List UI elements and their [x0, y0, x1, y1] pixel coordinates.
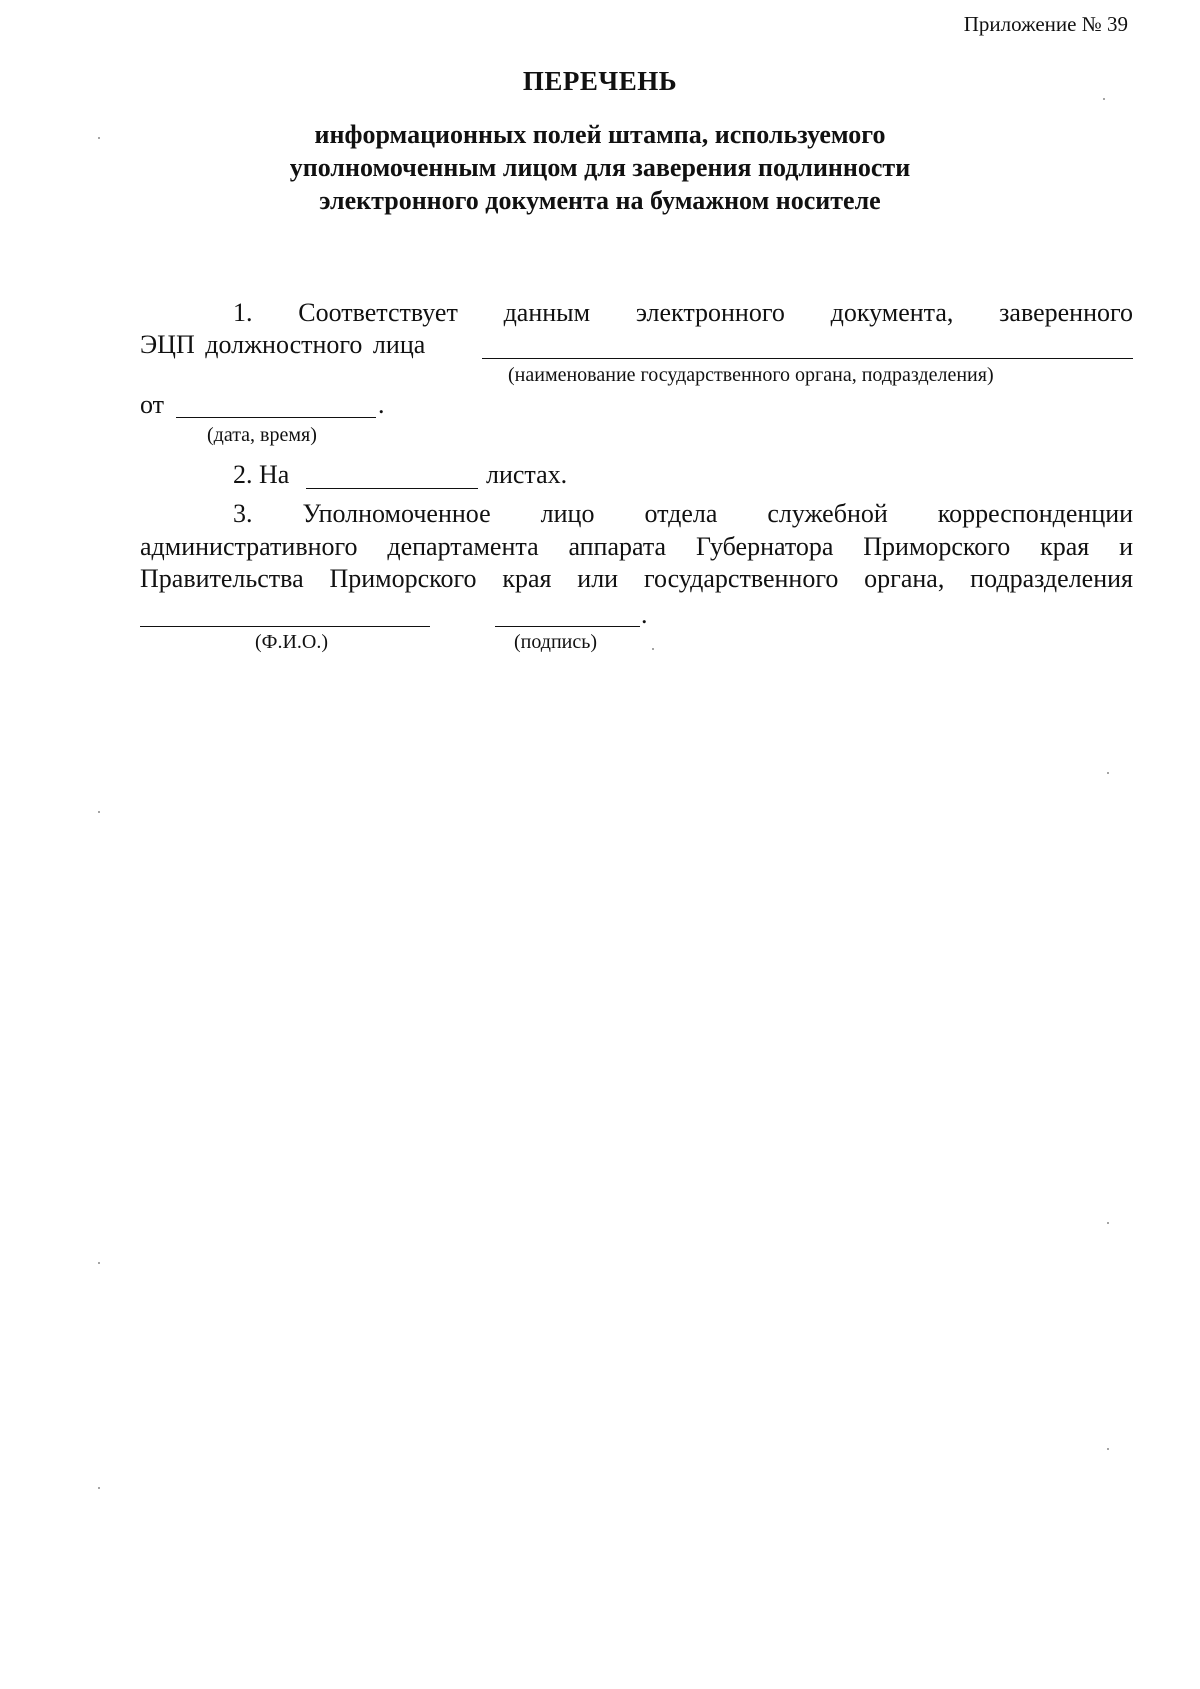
sheets-count-field[interactable]	[306, 487, 478, 489]
authority-name-caption: (наименование государственного органа, подразделения)	[508, 364, 994, 386]
document-subtitle	[0, 118, 1200, 217]
item3-word: корреспонденции	[937, 499, 1134, 528]
scan-speck	[98, 137, 100, 139]
item1-word: заверенного	[999, 298, 1134, 327]
item1-word: 1. Соответствует	[233, 298, 458, 327]
item1-line2-prefix: ЭЦП должностного лица	[140, 330, 426, 359]
scan-speck	[1107, 772, 1109, 774]
appendix-label: Приложение № 39	[963, 12, 1128, 36]
item3-line1	[233, 499, 1133, 529]
item3-line3: Правительства Приморского края или государственного органа, подразделения	[140, 564, 1133, 593]
scan-speck	[98, 1262, 100, 1264]
date-suffix: .	[378, 390, 385, 419]
signature-caption: (подпись)	[514, 631, 598, 653]
scan-speck	[1107, 1222, 1109, 1224]
item3-line2: административного департамента аппарата Губернатора Приморского края и	[140, 532, 1133, 561]
subtitle-line-3: электронного документа на бумажном носителе	[319, 186, 881, 215]
scan-speck	[652, 648, 654, 650]
date-prefix: от	[140, 390, 165, 419]
item2-suffix: листах.	[486, 460, 568, 489]
document-title: ПЕРЕЧЕНЬ	[522, 66, 678, 96]
signature-suffix: .	[641, 600, 648, 629]
item1-line1	[233, 298, 1133, 328]
signature-field[interactable]	[495, 625, 640, 627]
scan-speck	[1103, 98, 1105, 100]
item3-word: лицо	[540, 499, 595, 528]
fio-caption: (Ф.И.О.)	[255, 631, 329, 653]
item3-word: 3. Уполномоченное	[233, 499, 491, 528]
fio-field[interactable]	[140, 625, 430, 627]
item1-word: документа,	[830, 298, 954, 327]
scan-speck	[98, 811, 100, 813]
item1-word: данным	[503, 298, 591, 327]
scan-speck	[98, 1487, 100, 1489]
authority-name-field[interactable]	[482, 357, 1133, 359]
item1-line2	[140, 330, 425, 360]
subtitle-line-2: уполномоченным лицом для заверения подлинности	[289, 153, 911, 182]
date-time-field[interactable]	[176, 416, 376, 418]
date-time-caption: (дата, время)	[207, 424, 317, 446]
item3-word: отдела	[644, 499, 718, 528]
subtitle-line-1: информационных полей штампа, используемого	[314, 120, 886, 149]
scan-speck	[1107, 1448, 1109, 1450]
item3-word: служебной	[767, 499, 888, 528]
item1-date-line	[140, 390, 164, 420]
item1-word: электронного	[635, 298, 785, 327]
item2-prefix: 2. На	[233, 460, 290, 489]
